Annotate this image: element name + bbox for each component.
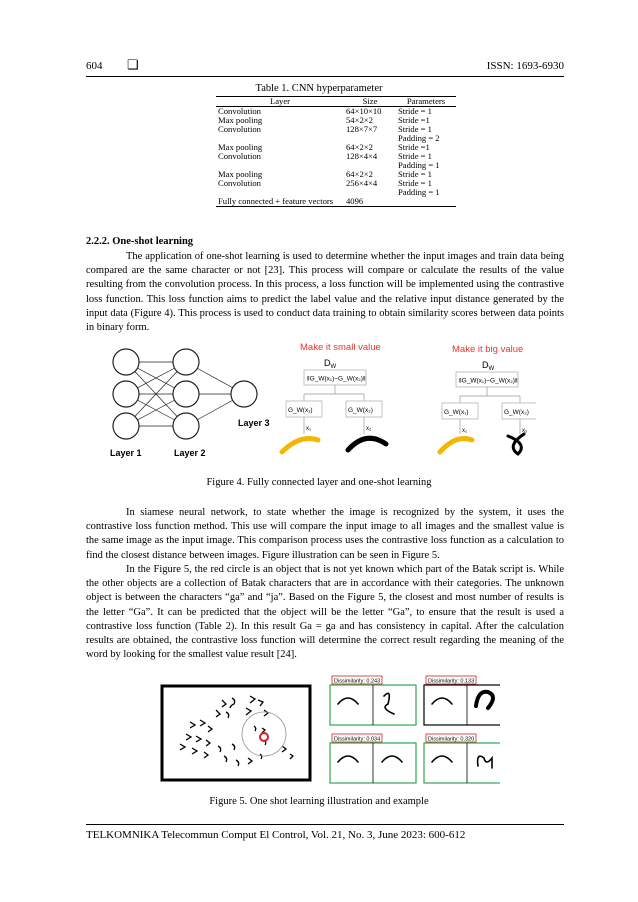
column-header: Parameters [396, 97, 456, 107]
section-heading: 2.2.2. One-shot learning [86, 236, 194, 247]
g-x1-label: G_W(x₁) [288, 407, 313, 414]
dissimilarity-pair [330, 676, 416, 725]
paragraph: In siamese neural network, to state whether the image is recognized by the system, it uses the contrastive loss function method. This use will compare the input image to all images and the smallest value is the same image as the input image. This comparison process uses the contrastive loss function as a calculation to find the closest distance between images. Figure illustration can be seen in Figure 5. [86, 507, 564, 561]
neural-network-diagram [110, 349, 270, 458]
table-cell: 256×4×4 [346, 178, 378, 188]
table-cell [396, 197, 456, 207]
ja-character-image [508, 434, 524, 454]
hyperparameter-table [216, 96, 456, 207]
table-cell: 4096 [344, 197, 396, 207]
square-bullet-icon: ❏ [127, 57, 139, 72]
layer-2-label: Layer 2 [174, 448, 206, 458]
table-cell: Padding = 1 [398, 160, 440, 170]
table-cell: Fully connected + feature vectors [216, 197, 344, 207]
pair-frame [424, 743, 500, 783]
dw-label: $D_W$ [482, 360, 495, 372]
table-cell: Stride = 1 [398, 124, 432, 134]
table-cell: Stride =1 [398, 142, 430, 152]
table-cell: Convolution [218, 106, 261, 116]
paragraph: In the Figure 5, the red circle is an object that is not yet known which part of the Batak script is. While the other objects are a collection of Batak characters that are in accordance with their categories. The unknown object is between the characters “ga” and “ja”. Based on the Figure 5, the closest and most number of results is the letter “Ga”. It can be predicted that the object will be the letter “Ga”, to ensure that the result is used a contrastive loss function (Table 2). In this result Ga = ga and has consistency in capital. After the calculation results are obtained, the contrastive loss function will determine the correct result regarding the meaning of the word by looking for the smallest value result [24]. [86, 564, 564, 661]
column-header: Size [344, 97, 396, 107]
table-cell: 54×2×2 [346, 115, 373, 125]
table-cell: Padding = 1 [398, 187, 440, 197]
figure-4-caption: Figure 4. Fully connected layer and one-shot learning [206, 477, 432, 488]
table-cell: Stride =1 [398, 115, 430, 125]
dw-label: $D_W$ [324, 358, 337, 370]
distance-formula: ‖G_W(x₁)−G_W(x₂)‖ [307, 375, 366, 383]
dissimilarity-score: Dissimilarity: 0.133 [428, 678, 475, 685]
small-value-heading: Make it small value [300, 342, 381, 353]
yellow-stroke-image [282, 439, 318, 453]
figure-4 [96, 336, 536, 460]
g-x1-label: G_W(x₁) [444, 409, 469, 416]
table-cell: Stride = 1 [398, 178, 432, 188]
yellow-stroke-image [440, 439, 472, 453]
table-cell: Stride = 1 [398, 106, 432, 116]
table-cell: 128×7×7 [346, 124, 378, 134]
table-cell: Max pooling [218, 169, 263, 179]
column-header: Layer [216, 97, 344, 107]
table-row [216, 197, 456, 207]
table-cell: 128×4×4 [346, 151, 378, 161]
dissimilarity-score: Dissimilarity: 0.034 [334, 736, 381, 743]
layer-1-label: Layer 1 [110, 448, 142, 458]
figure-5 [160, 664, 500, 784]
x2-label: x₂ [522, 428, 528, 434]
table-cell: Max pooling [218, 142, 263, 152]
g-x2-label: G_W(x₂) [504, 409, 529, 416]
dissimilarity-pair [330, 734, 416, 783]
g-x2-label: G_W(x₂) [348, 407, 373, 414]
paragraph: The application of one-shot learning is used to determine whether the input images and train data being compared are the same character or not [23]. This process will compare or calculate the results of the value resulting from the convolution process. In this process, a loss function will be implemented using the contrastive loss function. This loss function aims to predict the label value and the relative input distance generated by the input data (Figure 4). This process is used to conduct data training to obtain similarity scores between data points in binary form. [86, 251, 564, 334]
table-cell: Convolution [218, 178, 261, 188]
table-cell: 64×10×10 [346, 106, 382, 116]
page-number: 604 [86, 60, 103, 72]
dissimilarity-pair [424, 676, 500, 725]
table-cell: 64×2×2 [346, 142, 373, 152]
table-cell: Convolution [218, 124, 261, 134]
table-cell: Convolution [218, 151, 261, 161]
table-cell: Padding = 2 [398, 133, 440, 143]
dissimilarity-pair [424, 734, 500, 783]
dissimilarity-score: Dissimilarity: 0.243 [334, 678, 381, 685]
black-stroke-image [348, 438, 386, 450]
x1-label: x₁ [462, 428, 468, 434]
scatter-panel [162, 686, 310, 780]
x2-label: x₂ [366, 426, 372, 432]
footer-rule [86, 824, 564, 825]
layer-3-label: Layer 3 [238, 418, 270, 428]
footer-citation: TELKOMNIKA Telecommun Comput El Control, Vol. 21, No. 3, June 2023: 600-612 [86, 829, 466, 841]
issn: ISSN: 1693-6930 [486, 60, 564, 72]
table-caption: Table 1. CNN hyperparameter [255, 83, 383, 94]
figure-5-caption: Figure 5. One shot learning illustration and example [209, 796, 429, 807]
table-cell: Stride = 1 [398, 169, 432, 179]
table-cell: Stride = 1 [398, 151, 432, 161]
siamese-small-panel [282, 342, 386, 452]
big-value-heading: Make it big value [452, 344, 524, 355]
table-cell: Max pooling [218, 115, 263, 125]
siamese-big-panel [440, 344, 536, 454]
distance-formula: ‖G_W(x₁)−G_W(x₂)‖ [459, 377, 518, 385]
header-rule [86, 76, 564, 77]
table-cell: 64×2×2 [346, 169, 373, 179]
dissimilarity-score: Dissimilarity: 0.320 [428, 736, 475, 743]
x1-label: x₁ [306, 426, 312, 432]
